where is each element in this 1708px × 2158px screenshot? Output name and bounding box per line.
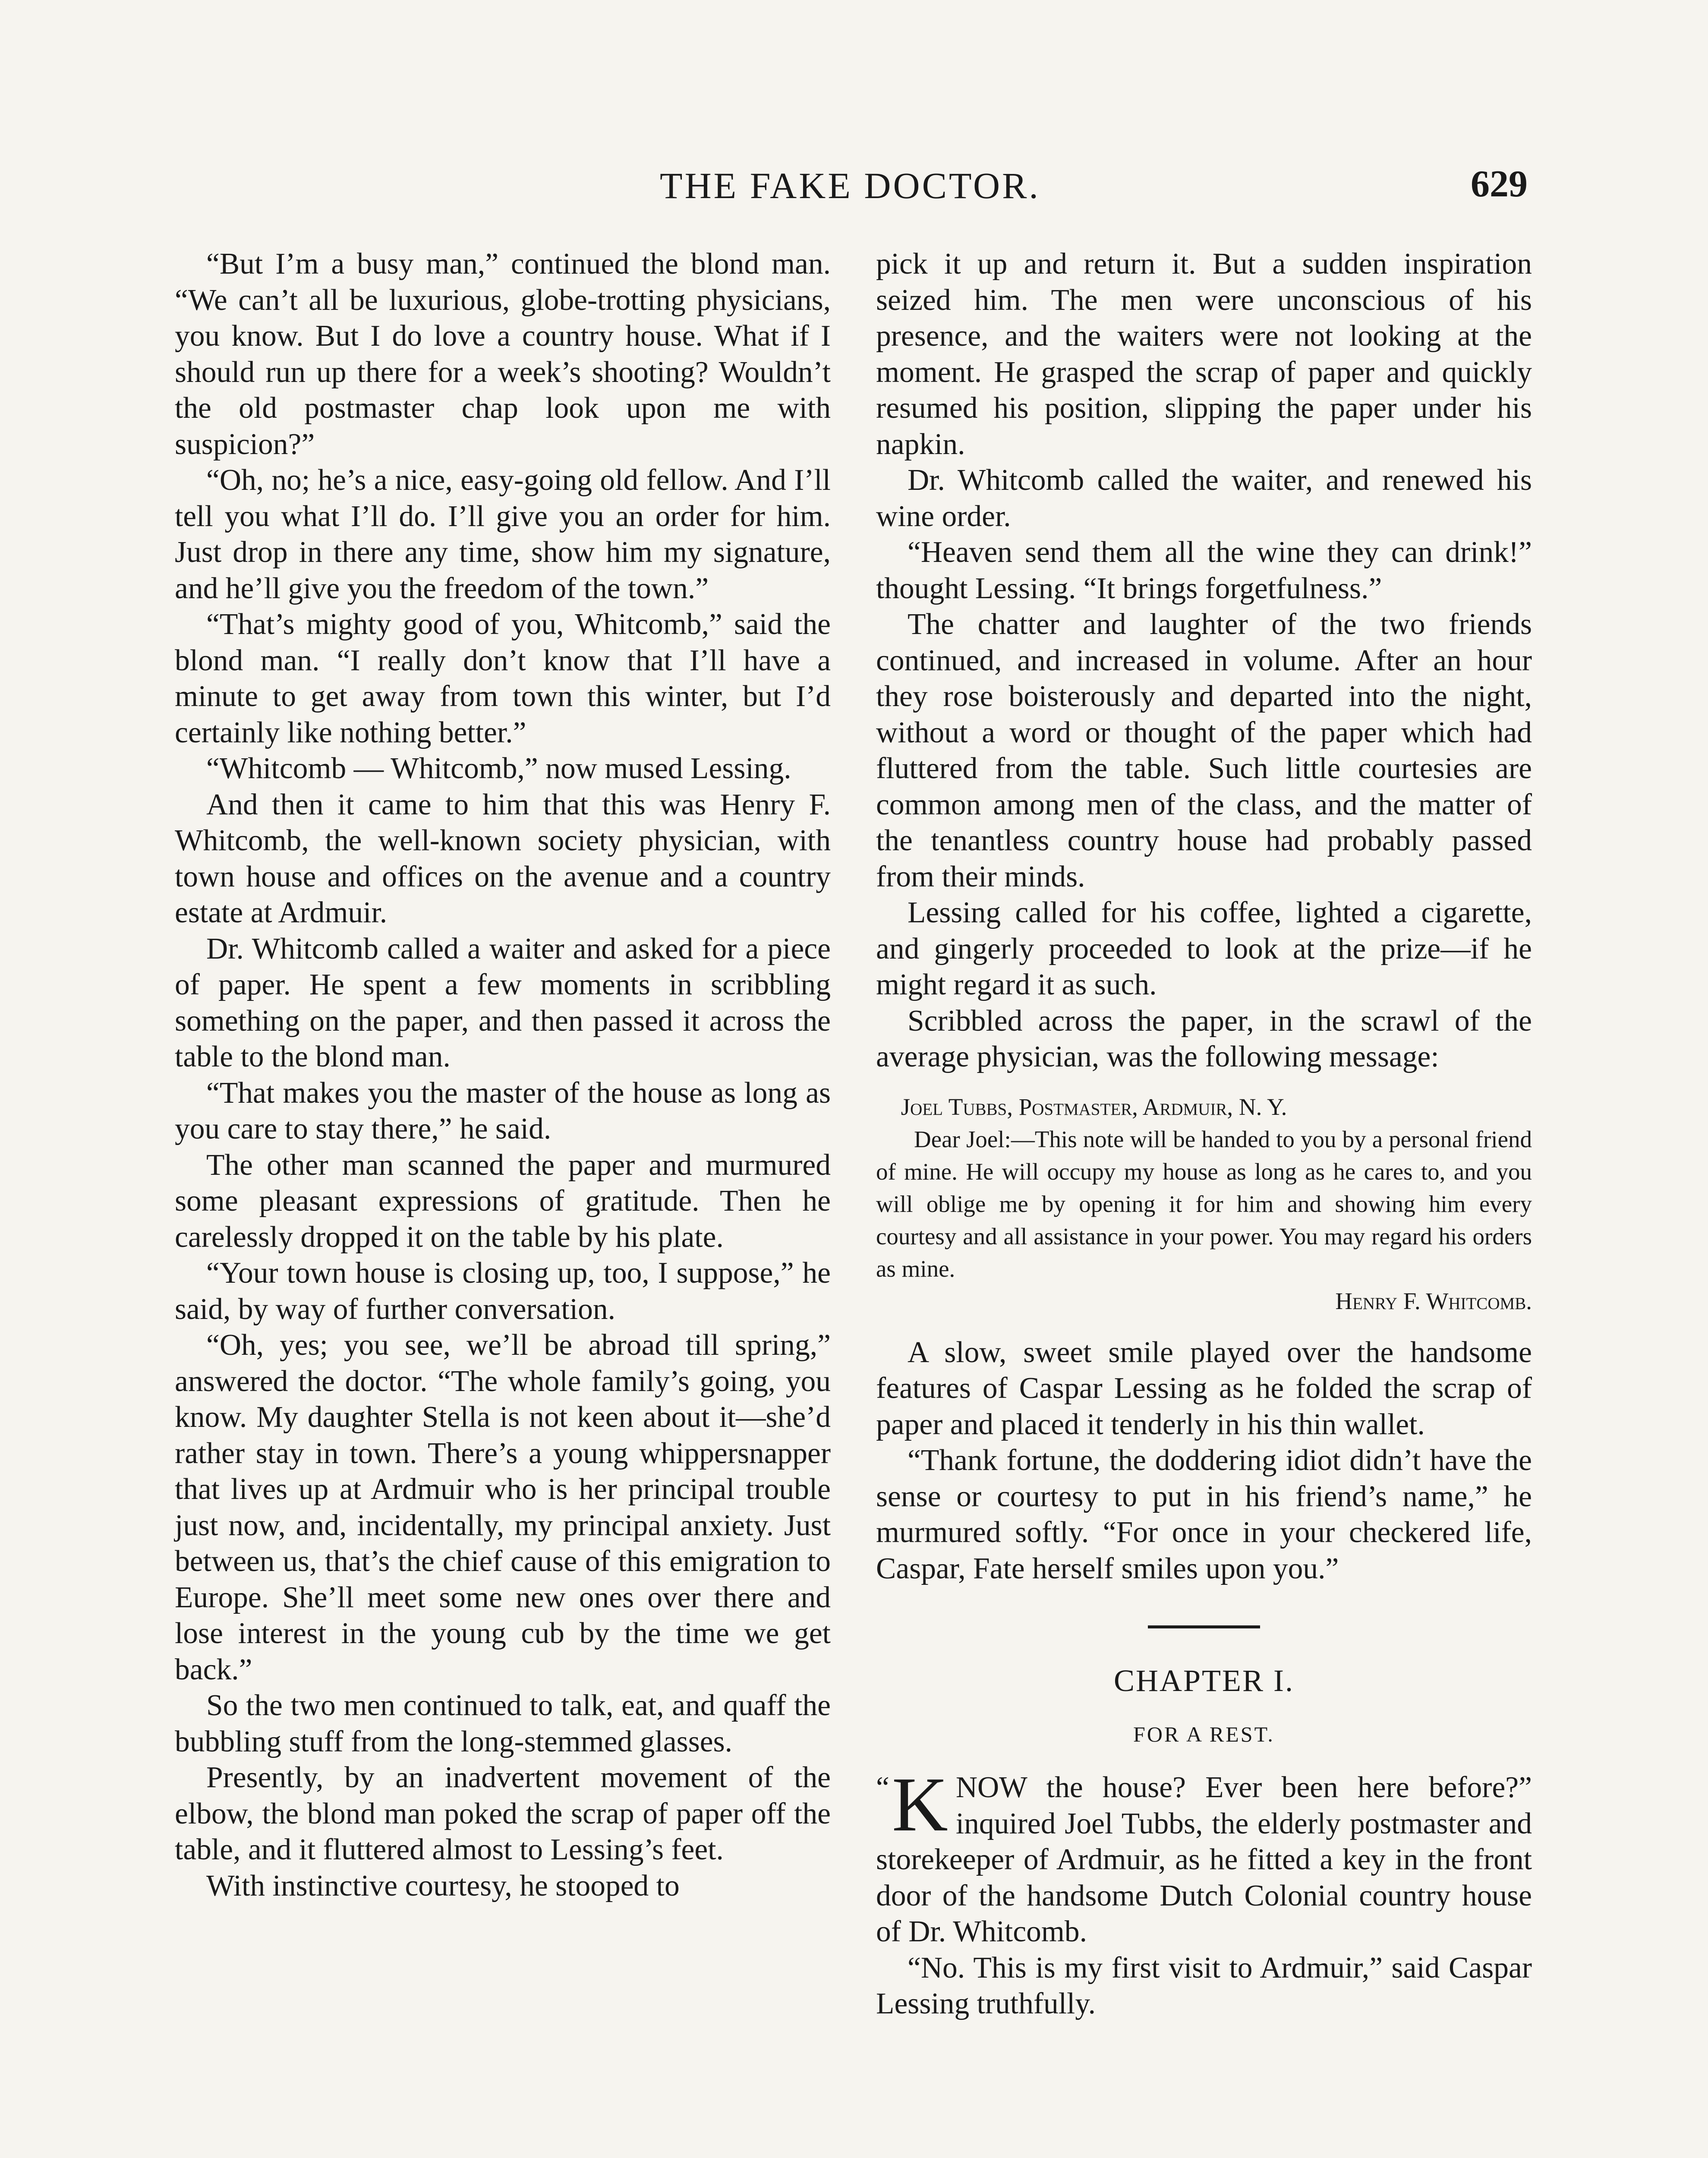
letter-signature: Henry F. Whitcomb. <box>1335 1287 1532 1314</box>
paragraph: The chatter and laughter of the two friends continued, and increased in volume. After an hour they rose boisterously and departed into the night, without a word or thought of the paper which had fluttered from the table. Such little courtesies are common among men of the class, and the matter of the tenantless country house had probably passed from their minds. <box>876 608 1532 893</box>
paragraph: Scribbled across the paper, in the scrawl of the average physician, was the following message: <box>876 1004 1532 1073</box>
paragraph: “Whitcomb — Whitcomb,” now mused Lessing. <box>206 752 791 785</box>
paragraph: And then it came to him that this was Henry F. Whitcomb, the well-known society physician, with town house and offices on the avenue and a country estate at Ardmuir. <box>175 788 831 929</box>
first-paragraph-text: NOW the house? Ever been here before?” inquired Joel Tubbs, the elderly postmaster and storekeeper of Ardmuir, as he fitted a key in the front door of the handsome Dutch Colonial country house of Dr. Whitcomb. <box>876 1771 1532 1948</box>
right-column <box>876 246 1532 2022</box>
paragraph: “Oh, yes; you see, we’ll be abroad till spring,” answered the doctor. “The whole family’s going, you know. My daughter Stella is not keen about it—she’d rather stay in town. There’s a young whippersnapper that lives up at Ardmuir who is her principal trouble just now, and, incidentally, my principal anxiety. Just between us, that’s the chief cause of this emigration to Europe. She’ll meet some new ones over there and lose interest in the young cub by the time we get back.” <box>175 1328 831 1686</box>
paragraph: “But I’m a busy man,” continued the blond man. “We can’t all be luxurious, globe-trotting physicians, you know. But I do love a country house. What if I should run up there for a week’s shooting? Wouldn’t the old postmaster chap look upon me with suspicion?” <box>175 247 831 461</box>
paragraph: Lessing called for his coffee, lighted a cigarette, and gingerly proceeded to look at the prize—if he might regard it as such. <box>876 896 1532 1001</box>
running-title: THE FAKE DOCTOR. <box>660 165 1040 206</box>
paragraph: “Heaven send them all the wine they can drink!” thought Lessing. “It brings forgetfulness.” <box>876 536 1532 605</box>
paragraph: With instinctive courtesy, he stooped to <box>206 1869 680 1902</box>
paragraph: Dr. Whitcomb called the waiter, and renewed his wine order. <box>876 464 1532 533</box>
left-column <box>175 246 831 1904</box>
paragraph: “Your town house is closing up, too, I suppose,” he said, by way of further conversation. <box>175 1256 831 1326</box>
paragraph: So the two men continued to talk, eat, and quaff the bubbling stuff from the long-stemmed glasses. <box>175 1689 831 1758</box>
chapter-subtitle: FOR A REST. <box>1133 1722 1275 1746</box>
paragraph: “That makes you the master of the house as long as you care to stay there,” he said. <box>175 1076 831 1145</box>
paragraph: The other man scanned the paper and murmured some pleasant expressions of gratitude. Then he carelessly dropped it on the table by his plate. <box>175 1148 831 1254</box>
drop-cap: K <box>892 1761 948 1847</box>
chapter-title: CHAPTER I. <box>1113 1663 1295 1698</box>
paragraph: Dr. Whitcomb called a waiter and asked for a piece of paper. He spent a few moments in scribbling something on the paper, and then passed it across the table to the blond man. <box>175 932 831 1073</box>
paragraph: “Oh, no; he’s a nice, easy-going old fellow. And I’ll tell you what I’ll do. I’ll give you an order for him. Just drop in there any time, show him my signature, and he’ll give you the freedom of the town.” <box>175 464 831 605</box>
letter-block <box>876 1091 1532 1317</box>
paragraph: “Thank fortune, the doddering idiot didn’t have the sense or courtesy to put in his friend’s name,” he murmured softly. “For once in your checkered life, Caspar, Fate herself smiles upon you.” <box>876 1444 1532 1585</box>
paragraph: “That’s mighty good of you, Whitcomb,” said the blond man. “I really don’t know that I’ll have a minute to get away from town this winter, but I’d certainly like nothing better.” <box>175 608 831 749</box>
paragraph: pick it up and return it. But a sudden inspiration seized him. The men were unconscious of his presence, and the waiters were not looking at the moment. He grasped the scrap of paper and quickly resumed his position, slipping the paper under his napkin. <box>876 247 1532 461</box>
open-quote: “ <box>876 1771 889 1804</box>
paragraph: A slow, sweet smile played over the handsome features of Caspar Lessing as he folded the scrap of paper and placed it tenderly in his thin wallet. <box>876 1335 1532 1441</box>
page-number: 629 <box>1471 163 1528 205</box>
section-divider <box>1148 1625 1260 1628</box>
paragraph: “No. This is my first visit to Ardmuir,” said Caspar Lessing truthfully. <box>876 1951 1532 2020</box>
page-header <box>173 155 1528 216</box>
chapter-first-paragraph <box>876 1761 1532 1950</box>
paragraph: Presently, by an inadvertent movement of the elbow, the blond man poked the scrap of paper off the table, and it fluttered almost to Lessing’s feet. <box>175 1761 831 1866</box>
letter-body: Dear Joel:—This note will be handed to you by a personal friend of mine. He will occupy my house as long as he cares to, and you will oblige me by opening it for him and showing him every courtesy and all assistance in your power. You may regard his orders as mine. <box>876 1126 1532 1282</box>
letter-address: Joel Tubbs, Postmaster, Ardmuir, N. Y. <box>901 1093 1287 1120</box>
